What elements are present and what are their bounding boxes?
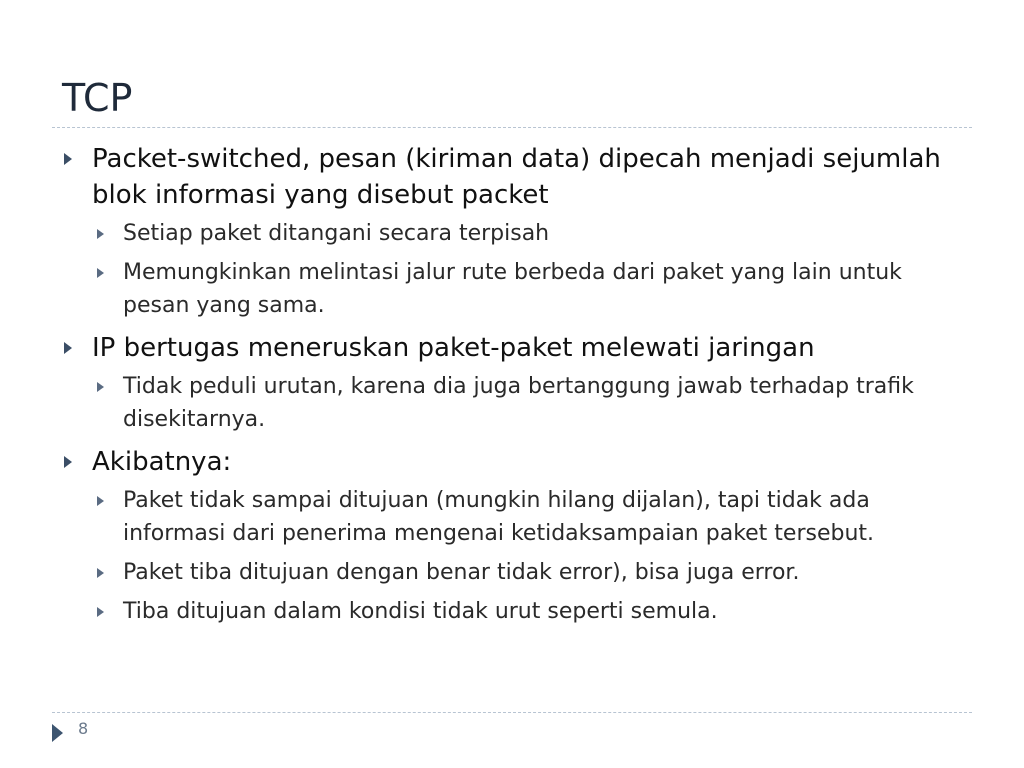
triangle-bullet-icon (97, 568, 104, 578)
sub-bullet-text: Tiba ditujuan dalam kondisi tidak urut seperti semula. (123, 599, 718, 624)
footer-divider (52, 712, 972, 713)
slide-title: TCP (62, 76, 133, 120)
sub-bullet-text: Paket tiba ditujuan dengan benar tidak error), bisa juga error. (123, 560, 800, 585)
sub-bullet-text: Paket tidak sampai ditujuan (mungkin hilang dijalan), tapi tidak ada informasi dari penerima mengenai ketidaksampaian paket tersebut. (123, 488, 875, 546)
sub-bullet-item (62, 256, 962, 322)
triangle-bullet-icon (64, 342, 72, 354)
sub-bullet-text: Memungkinkan melintasi jalur rute berbeda dari paket yang lain untuk pesan yang sama. (123, 260, 902, 318)
sub-bullet-item (62, 556, 962, 589)
bullet-text: Akibatnya: (92, 447, 232, 477)
bullet-text: Packet-switched, pesan (kiriman data) dipecah menjadi sejumlah blok informasi yang disebut packet (92, 144, 941, 210)
sub-bullet-item (62, 595, 962, 628)
sub-bullet-item (62, 217, 962, 250)
bullet-item (62, 330, 962, 366)
triangle-bullet-icon (64, 153, 72, 165)
triangle-bullet-icon (97, 268, 104, 278)
title-divider (52, 127, 972, 128)
bullet-text: IP bertugas meneruskan paket-paket melewati jaringan (92, 333, 815, 363)
footer-arrow-icon (52, 724, 63, 742)
sub-bullet-item (62, 484, 962, 550)
triangle-bullet-icon (64, 456, 72, 468)
sub-bullet-text: Tidak peduli urutan, karena dia juga bertanggung jawab terhadap trafik disekitarnya. (123, 374, 914, 432)
sub-bullet-item (62, 370, 962, 436)
bullet-list (62, 141, 962, 634)
triangle-bullet-icon (97, 229, 104, 239)
bullet-item (62, 141, 962, 213)
sub-bullet-text: Setiap paket ditangani secara terpisah (123, 221, 550, 246)
triangle-bullet-icon (97, 496, 104, 506)
page-number: 8 (78, 719, 89, 738)
bullet-item (62, 444, 962, 480)
triangle-bullet-icon (97, 382, 104, 392)
triangle-bullet-icon (97, 607, 104, 617)
